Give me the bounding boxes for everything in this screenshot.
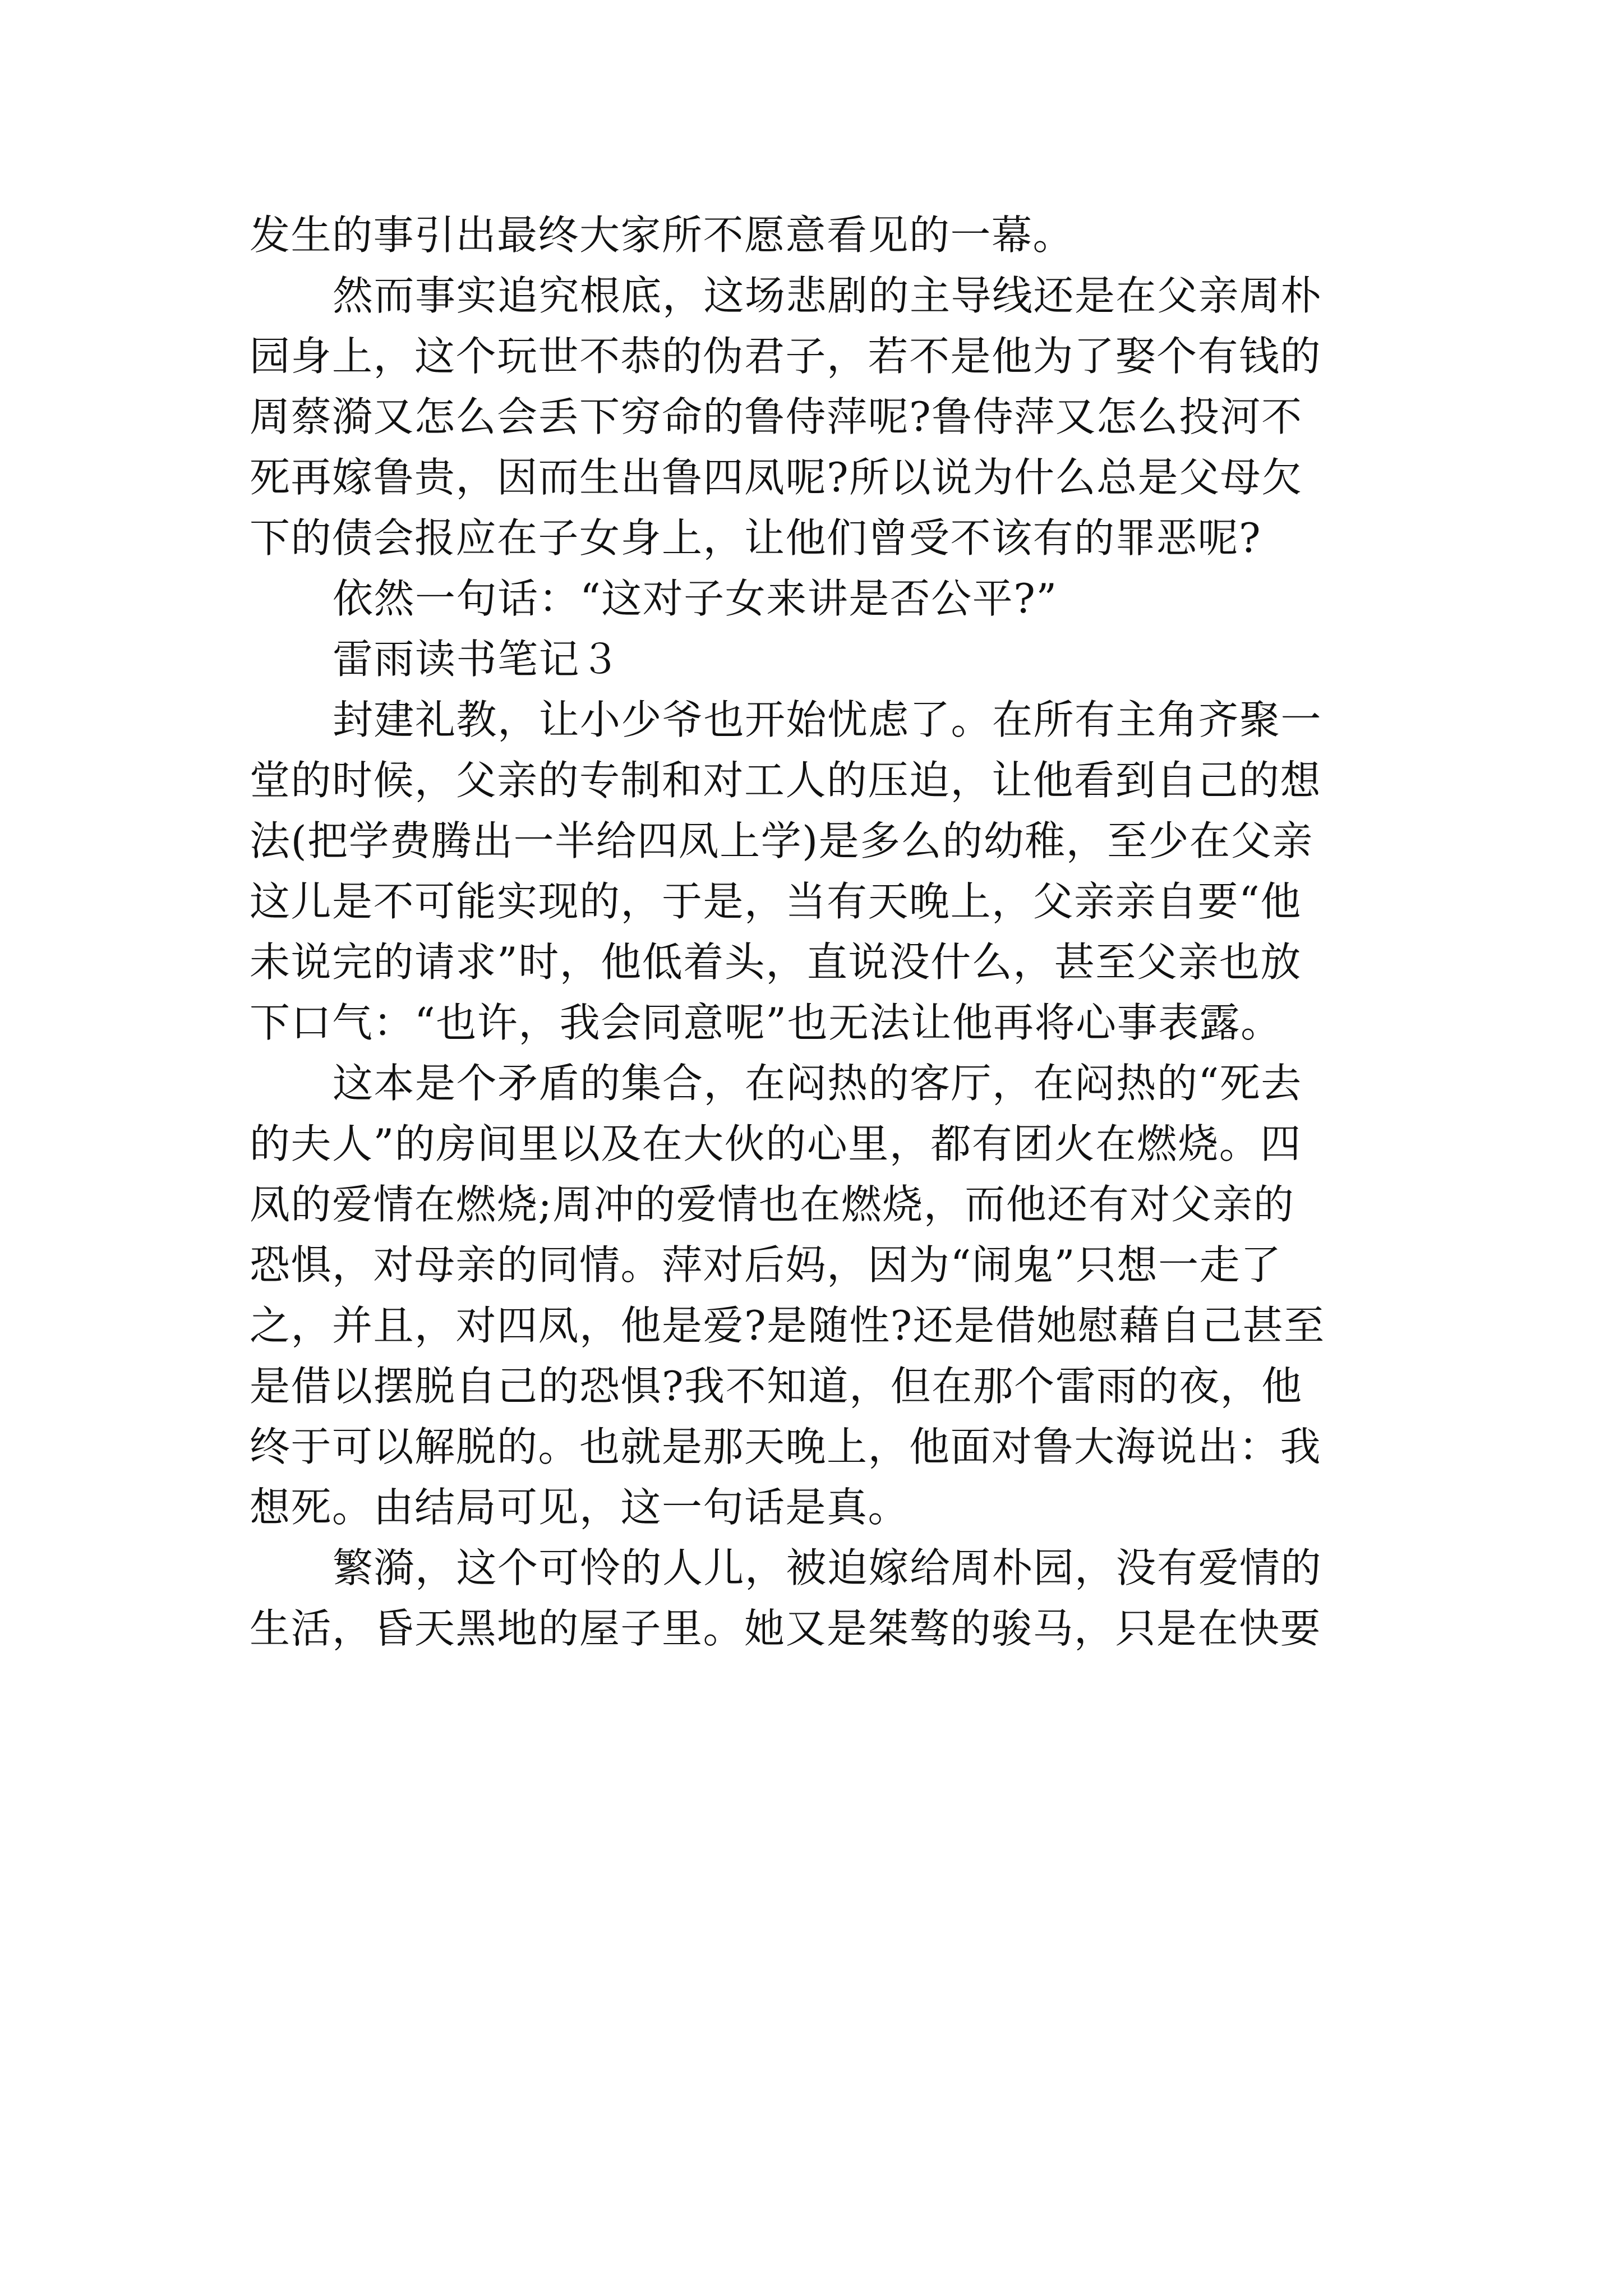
text-line: 之，并且，对四凤，他是爱?是随性?还是借她慰藉自己甚至 bbox=[250, 1302, 1325, 1349]
text-line: 繁漪，这个可怜的人儿，被迫嫁给周朴园，没有爱情的 bbox=[333, 1544, 1322, 1591]
text-line: 终于可以解脱的。也就是那天晚上，他面对鲁大海说出：我 bbox=[250, 1423, 1322, 1470]
text-line: 是借以摆脱自己的恐惧?我不知道，但在那个雷雨的夜，他 bbox=[250, 1363, 1303, 1410]
section-heading: 雷雨读书笔记３ bbox=[333, 636, 621, 683]
text-line: 依然一句话：“这对子女来讲是否公平?” bbox=[333, 575, 1058, 622]
text-line: 下的债会报应在子女身上，让他们曾受不该有的罪恶呢? bbox=[250, 514, 1262, 562]
text-line: 死再嫁鲁贵，因而生出鲁四凤呢?所以说为什么总是父母欠 bbox=[250, 454, 1303, 501]
text-line: 周蔡漪又怎么会丢下穷命的鲁侍萍呢?鲁侍萍又怎么投河不 bbox=[250, 393, 1303, 440]
text-line: 这本是个矛盾的集合，在闷热的客厅，在闷热的“死去 bbox=[333, 1060, 1302, 1107]
text-line: 恐惧，对母亲的同情。萍对后妈，因为“闹鬼”只想一走了 bbox=[250, 1241, 1282, 1289]
text-line: 园身上，这个玩世不恭的伪君子，若不是他为了娶个有钱的 bbox=[250, 333, 1322, 380]
text-line: 凤的爱情在燃烧;周冲的爱情也在燃烧，而他还有对父亲的 bbox=[250, 1181, 1295, 1228]
text-line: 想死。由结局可见，这一句话是真。 bbox=[250, 1484, 910, 1531]
text-line: 下口气：“也许，我会同意呢”也无法让他再将心事表露。 bbox=[250, 999, 1282, 1046]
text-line: 封建礼教，让小少爷也开始忧虑了。在所有主角齐聚一 bbox=[333, 696, 1322, 743]
text-line: 法(把学费腾出一半给四凤上学)是多么的幼稚，至少在父亲 bbox=[250, 817, 1313, 864]
text-line: 堂的时候，父亲的专制和对工人的压迫，让他看到自己的想 bbox=[250, 757, 1322, 804]
document-body bbox=[250, 205, 1377, 1659]
text-line: 的夫人”的房间里以及在大伙的心里，都有团火在燃烧。四 bbox=[250, 1120, 1302, 1167]
text-line: 未说完的请求”时，他低着头，直说没什么，甚至父亲也放 bbox=[250, 938, 1302, 986]
text-line: 然而事实追究根底，这场悲剧的主导线还是在父亲周朴 bbox=[333, 272, 1322, 319]
text-line: 生活，昏天黑地的屋子里。她又是桀骜的骏马，只是在快要 bbox=[250, 1605, 1322, 1652]
text-line: 发生的事引出最终大家所不愿意看见的一幕。 bbox=[250, 211, 1075, 259]
text-line: 这儿是不可能实现的，于是，当有天晚上，父亲亲自要“他 bbox=[250, 878, 1302, 925]
